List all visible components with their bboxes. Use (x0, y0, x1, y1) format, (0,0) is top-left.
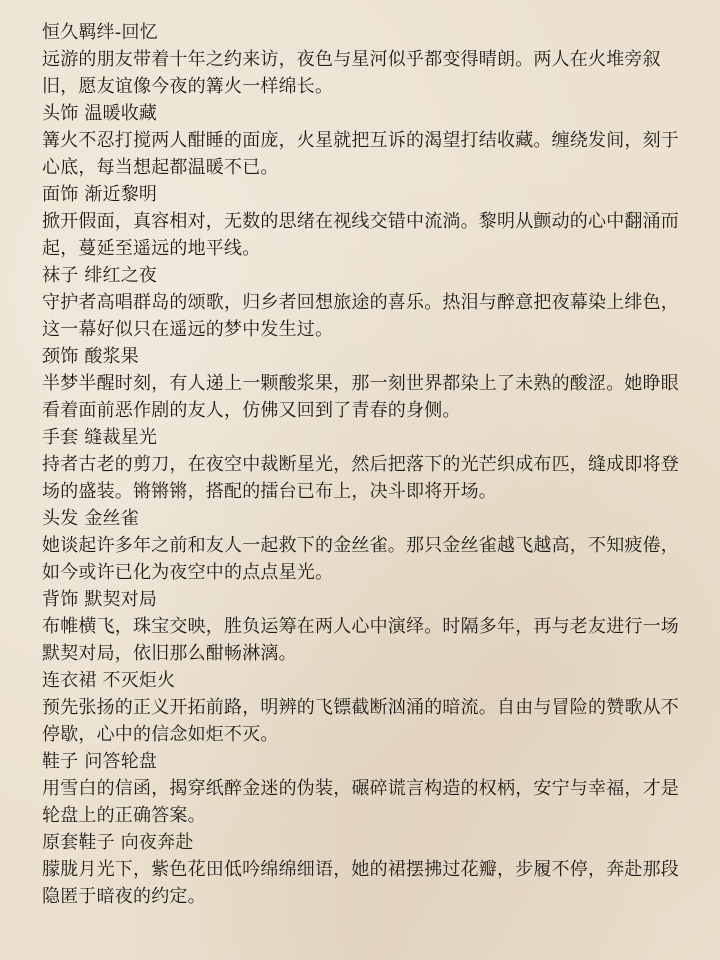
entry-back (42, 586, 682, 667)
entry-socks (42, 262, 682, 343)
entry-gloves (42, 424, 682, 505)
entry-heading: 头发 金丝雀 (42, 508, 139, 529)
entry-heading: 原套鞋子 向夜奔赴 (42, 832, 194, 853)
entry-body: 半梦半醒时刻，有人递上一颗酸浆果，那一刻世界都染上了未熟的酸涩。她睁眼看着面前恶作剧的友人，仿佛又回到了青春的身侧。 (42, 373, 679, 421)
entry-body: 预先张扬的正义开拓前路，明辨的飞镖截断汹涌的暗流。自由与冒险的赞歌从不停歇，心中的信念如炬不灭。 (42, 697, 679, 745)
entry-heading: 连衣裙 不灭炬火 (42, 670, 176, 691)
entry-body: 掀开假面，真容相对，无数的思绪在视线交错中流淌。黎明从颤动的心中翻涌而起，蔓延至遥远的地平线。 (42, 211, 679, 259)
entry-body: 持者古老的剪刀，在夜空中裁断星光，然后把落下的光芒织成布匹，缝成即将登场的盛装。锵锵锵，搭配的擂台已布上，决斗即将开场。 (42, 454, 679, 502)
entry-heading: 颈饰 酸浆果 (42, 346, 139, 367)
entry-body: 守护者高唱群岛的颂歌，归乡者回想旅途的喜乐。热泪与醉意把夜幕染上绯色，这一幕好似只在遥远的梦中发生过。 (42, 292, 679, 340)
entry-heading: 背饰 默契对局 (42, 589, 158, 610)
entry-heading: 面饰 渐近黎明 (42, 184, 158, 205)
entry-body: 用雪白的信函，揭穿纸醉金迷的伪装，碾碎谎言构造的权柄，安宁与幸福，才是轮盘上的正确答案。 (42, 778, 679, 826)
entry-headwear (42, 100, 682, 181)
entry-body: 朦胧月光下，紫色花田低吟绵绵细语，她的裙摆拂过花瓣，步履不停，奔赴那段隐匿于暗夜的约定。 (42, 859, 679, 907)
entry-heading: 鞋子 问答轮盘 (42, 751, 158, 772)
entry-neck (42, 343, 682, 424)
entry-heading: 头饰 温暖收藏 (42, 103, 158, 124)
entry-heading: 手套 缝裁星光 (42, 427, 158, 448)
entry-hair (42, 505, 682, 586)
document-title: 恒久羁绊-回忆 (42, 22, 158, 43)
intro-section (42, 19, 682, 100)
entry-body: 篝火不忍打搅两人酣睡的面庞，火星就把互诉的渴望打结收藏。缠绕发间，刻于心底，每当想起都温暖不已。 (42, 130, 679, 178)
entry-shoes (42, 748, 682, 829)
entry-body: 布帷横飞，珠宝交映，胜负运筹在两人心中演绎。时隔多年，再与老友进行一场默契对局，依旧那么酣畅淋漓。 (42, 616, 679, 664)
intro-paragraph: 远游的朋友带着十年之约来访，夜色与星河似乎都变得晴朗。两人在火堆旁叙旧，愿友谊像今夜的篝火一样绵长。 (42, 49, 661, 97)
entry-original-shoes (42, 829, 682, 910)
entry-heading: 袜子 绯红之夜 (42, 265, 158, 286)
entry-face (42, 181, 682, 262)
entry-body: 她谈起许多年之前和友人一起救下的金丝雀。那只金丝雀越飞越高，不知疲倦，如今或许已化为夜空中的点点星光。 (42, 535, 679, 583)
entry-dress (42, 667, 682, 748)
